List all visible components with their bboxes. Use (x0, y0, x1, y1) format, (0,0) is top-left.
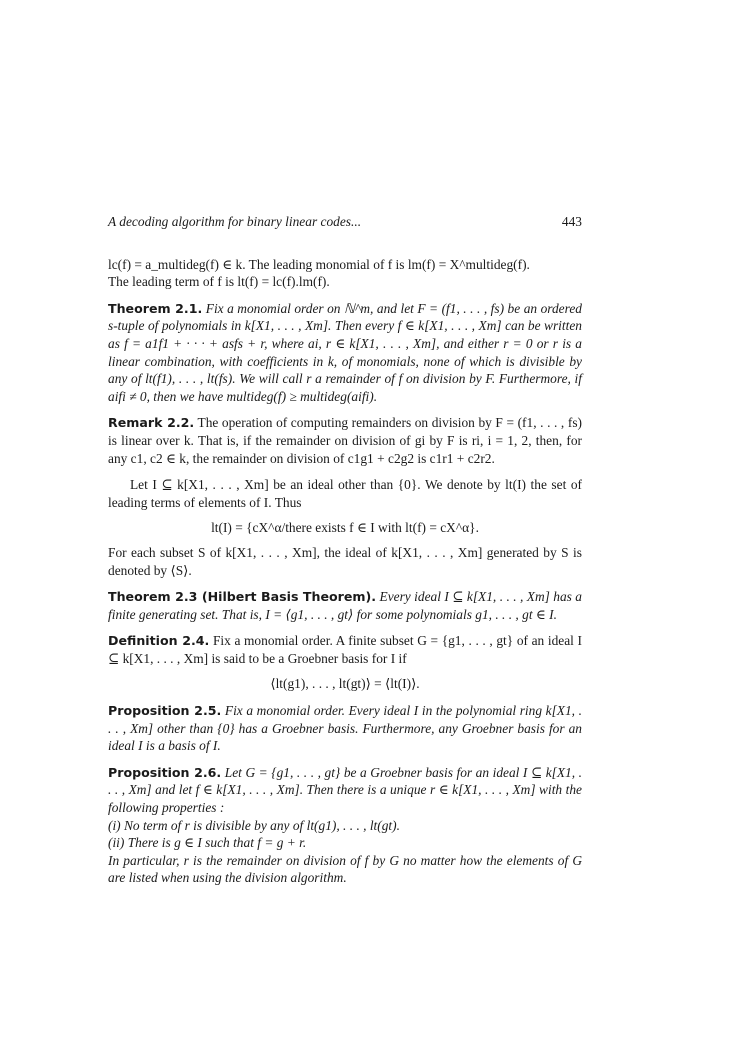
page-body (108, 213, 582, 887)
remark-2-2-heading: Remark 2.2. (108, 415, 195, 431)
definition-2-4-text: Fix a monomial order. A finite subset G = {g1, . . . , gt} of an ideal I ⊆ k[X1, . . . , Xm] is said to be a Groebner basis for I if (108, 633, 582, 666)
proposition-2-5-heading: Proposition 2.5. (108, 703, 222, 719)
subset-ideal-paragraph: For each subset S of k[X1, . . . , Xm], the ideal of k[X1, . . . , Xm] generated by S is denoted by ⟨S⟩. (108, 544, 582, 578)
theorem-2-3-text: Every ideal I ⊆ k[X1, . . . , Xm] has a finite generating set. That is, I = ⟨g1, . . . , gt⟩ for some polynomials g1, . . . , gt ∈ I. (108, 589, 582, 622)
definition-2-4-heading: Definition 2.4. (108, 633, 210, 649)
definition-2-4 (108, 632, 582, 667)
ideal-paragraph: Let I ⊆ k[X1, . . . , Xm] be an ideal other than {0}. We denote by lt(I) the set of leading terms of elements of I. Thus (108, 477, 582, 510)
proposition-2-6-heading: Proposition 2.6. (108, 764, 222, 780)
groebner-display: ⟨lt(g1), . . . , lt(gt)⟩ = ⟨lt(I)⟩. (270, 676, 420, 692)
theorem-2-3 (108, 588, 582, 623)
theorem-2-1-heading: Theorem 2.1. (108, 300, 203, 316)
running-title: A decoding algorithm for binary linear codes... (108, 214, 362, 229)
proposition-2-6-closing: In particular, r is the remainder on division of f by G no matter how the elements of G are listed when using the division algorithm. (108, 852, 582, 886)
proposition-2-6 (108, 764, 582, 817)
remark-2-2 (108, 414, 582, 467)
intro-line-1: lc(f) = a_multideg(f) ∈ k. The leading monomial of f is lm(f) = X^multideg(f). (108, 256, 530, 272)
proposition-2-6-item-2: (ii) There is g ∈ I such that f = g + r. (108, 835, 307, 851)
theorem-2-1 (108, 300, 582, 406)
theorem-2-3-heading: Theorem 2.3 (Hilbert Basis Theorem). (108, 589, 377, 605)
theorem-2-1-text: Fix a monomial order on ℕ^m, and let F = (f1, . . . , fs) be an ordered s-tuple of polynomials in k[X1, . . . , Xm]. Then every f ∈ k[X1, . . . , Xm] can be written as f = a1f1 + · · · + asfs + r, where ai, r ∈ k[X1, . . . , Xm], and either r = 0 or r is a linear combination, with coefficients in k, of monomials, none of which is divisible by any of lt(f1), . . . , lt(fs). We will call r a remainder of f on division by F. Furthermore, if aifi ≠ 0, then we have multideg(f) ≥ multideg(aifi). (108, 300, 582, 404)
proposition-2-5-text: Fix a monomial order. Every ideal I in the polynomial ring k[X1, . . . , Xm] other than {0} has a Groebner basis. Furthermore, any Groebner basis for an ideal I is a basis of I. (108, 703, 582, 754)
intro-line-2: The leading term of f is lt(f) = lc(f).lm(f). (108, 274, 330, 290)
remark-2-2-text: The operation of computing remainders on division by F = (f1, . . . , fs) is linear over k. That is, if the remainder on division of gi by F is ri, i = 1, 2, then, for any c1, c2 ∈ k, the remainder on division of c1g1 + c2g2 is c1r1 + c2r2. (108, 415, 582, 466)
proposition-2-6-item-1: (i) No term of r is divisible by any of lt(g1), . . . , lt(gt). (108, 817, 400, 833)
proposition-2-6-text: Let G = {g1, . . . , gt} be a Groebner basis for an ideal I ⊆ k[X1, . . . , Xm] and let f ∈ k[X1, . . . , Xm]. Then there is a unique r ∈ k[X1, . . . , Xm] with the following properties : (108, 764, 582, 816)
proposition-2-5 (108, 702, 582, 755)
running-header (108, 213, 582, 231)
page-number: 443 (561, 214, 582, 229)
leading-terms-display: lt(I) = {cX^α/there exists f ∈ I with lt(f) = cX^α}. (211, 520, 479, 536)
